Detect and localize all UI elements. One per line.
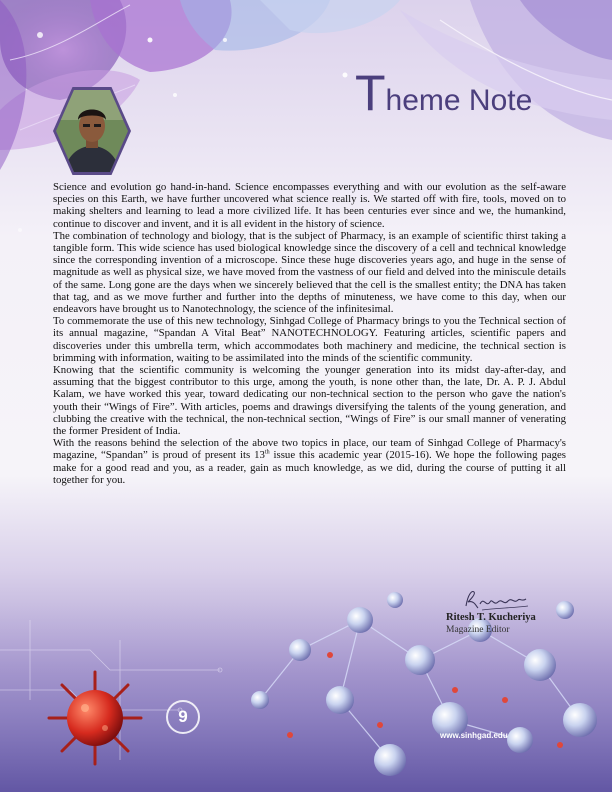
title-initial: T <box>355 65 386 121</box>
article-body <box>53 181 566 486</box>
article-paragraph: Knowing that the scientific community is welcoming the younger generation into its midst day-after-day, and assuming that the biggest contributor to this urge, among the youth, is none other than, the late, Dr. A. P. J. Abdul Kalam, we have worked this year, toward dedicating our non-technical section to the person who gave the nation's youth their “Wings of Fire”. With articles, poems and drawings diversifying the talents of the young generation, and clubbing the creative with the technical, the non-technical section, “Wings of Fire” is our small manner of venerating the former President of India. <box>53 364 566 438</box>
article-paragraph: To commemorate the use of this new technology, Sinhgad College of Pharmacy brings to you the Technical section of its annual magazine, “Spandan A Vital Beat” NANOTECHNOLOGY. Featuring articles, scientific papers and discoveries under this umbrella term, which accommodates both machinery and medicine, the technical section is brimming with information, waiting to be assimilated into the minds of the scientific community. <box>53 315 566 364</box>
page-title <box>355 65 533 121</box>
last-paragraph-start: With the reasons behind the selection of the above two topics in place, our team of Sinhgad College of Pharmacy's magazine, “Spandan” is proud of present its 13 <box>53 437 566 462</box>
website-url: www.sinhgad.edu <box>440 731 508 740</box>
handwritten-signature <box>462 586 532 614</box>
article-paragraph: The combination of technology and biology, that is the subject of Pharmacy, is an example of scientific thirst taking a tangible form. This wide science has used biological knowledge since the discovery of a cell and technical knowledge since the corresponding invention of a microscope. Since these huge discoveries years ago, and huge in the sense of magnitude as well as physical size, we have moved from the vastness of our field and delved into the miniscule details of the same. Long gone are the days when we sincerely believed that the cell is the smallest entity; the DNA has taken that tag, and as we move further and further into the depths of minuteness, we have come to this day, when our endeavors have brought us to Nanotechnology, the science of the infinitesimal. <box>53 229 566 316</box>
editor-name: Ritesh T. Kucheriya <box>446 612 536 623</box>
editor-role: Magazine Editor <box>446 625 510 635</box>
page-number: 9 <box>166 700 200 734</box>
title-rest: heme Note <box>385 84 533 117</box>
article-paragraph <box>53 437 566 486</box>
last-paragraph-end: issue this academic year (2015-16). We hope the following pages make for a good read and you, as a reader, gain as much knowledge, as we did, during the course of putting it all together for you. <box>53 449 566 486</box>
article-paragraph: Science and evolution go hand-in-hand. Science encompasses everything and with our evolution as the self-aware species on this Earth, we have further uncovered what science really is. We started off with fire, tools, moved on to making shelters and learning to lead a more civilized life. It has been centuries ever since and we, the humankind, continue to discover and invent, and it is all evident in the history of science. <box>53 181 566 230</box>
virus-illustration <box>49 672 141 764</box>
ordinal-suffix: th <box>264 449 270 456</box>
